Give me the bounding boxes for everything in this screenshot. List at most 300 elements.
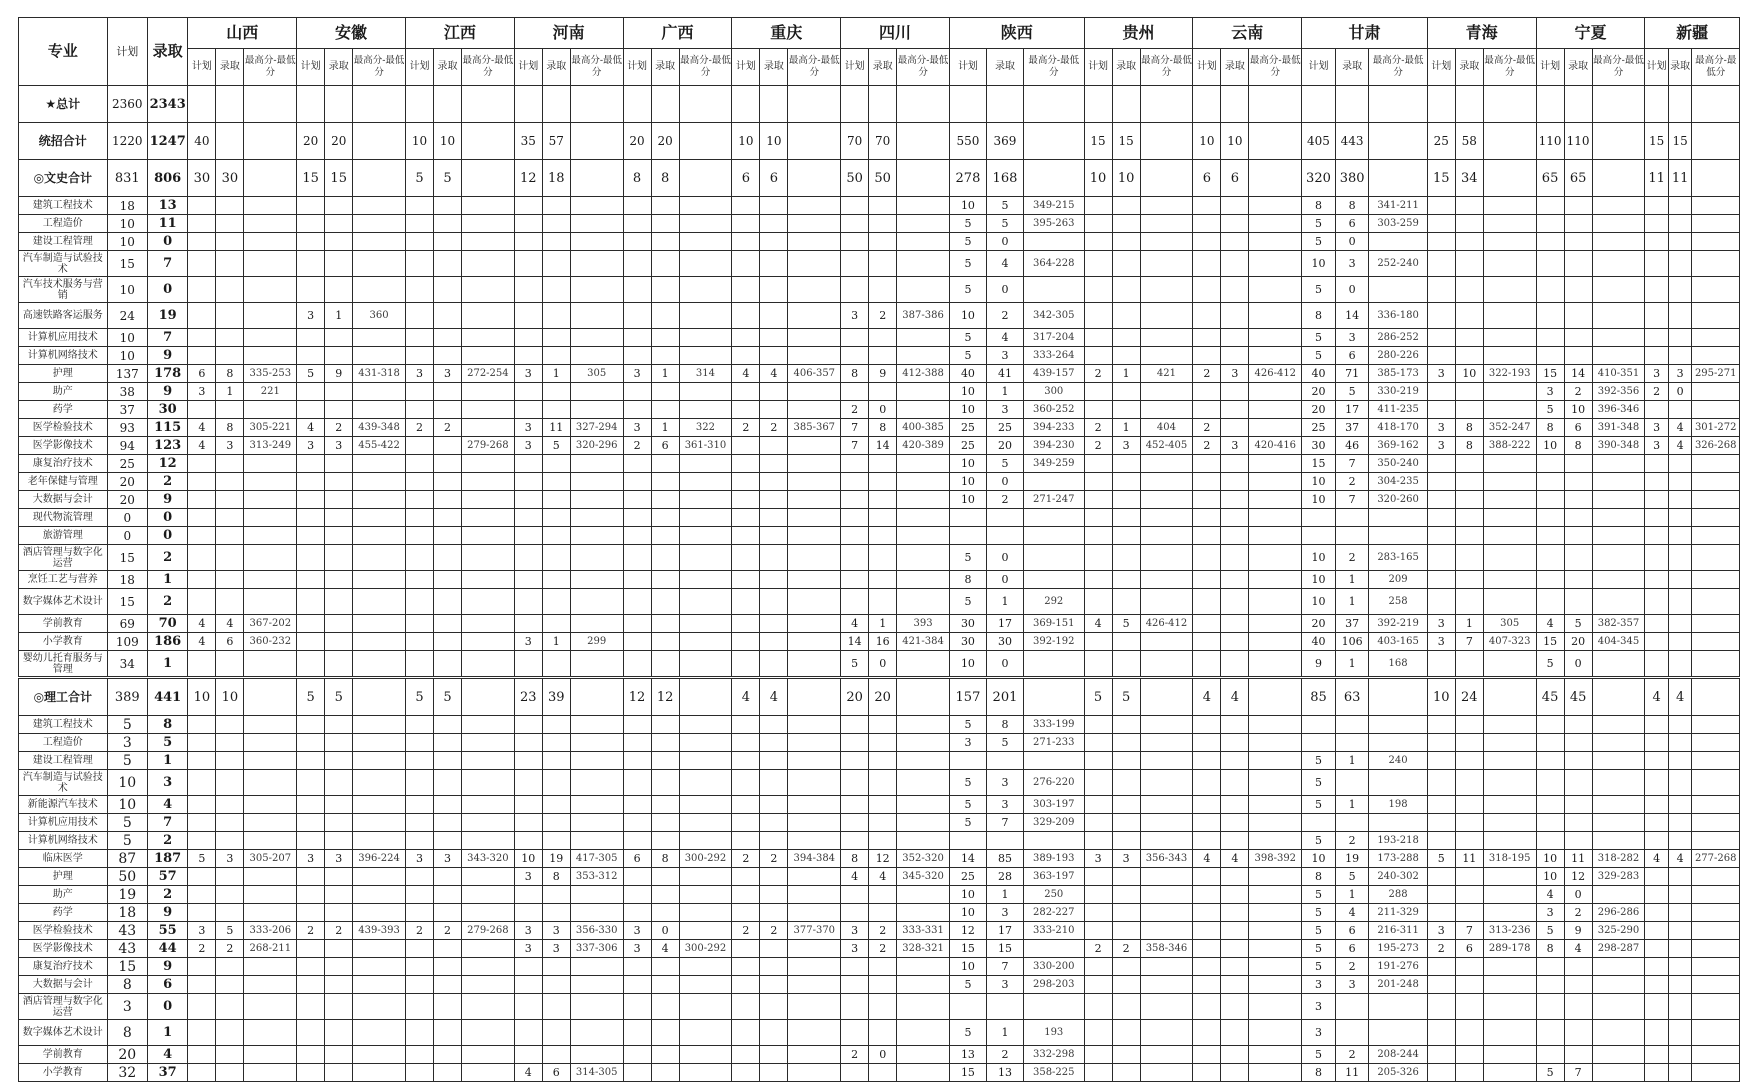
cell-plan <box>1645 571 1669 589</box>
cell-score-range <box>1249 814 1302 832</box>
cell-admit <box>760 86 788 123</box>
cell-plan <box>1193 473 1221 491</box>
cell-admit: 9 <box>1564 922 1592 940</box>
cell-score-range: 349-215 <box>1023 197 1084 215</box>
cell-plan: 15 <box>1302 455 1336 473</box>
cell-admit <box>325 716 353 734</box>
cell-score-range <box>1692 527 1740 545</box>
cell-score-range: 271-233 <box>1023 734 1084 752</box>
cell-admit: 2 <box>325 922 353 940</box>
cell-admit <box>651 215 679 233</box>
cell-plan: 10 <box>1536 868 1564 886</box>
cell-plan <box>514 716 542 734</box>
cell-admit <box>1112 868 1140 886</box>
cell-plan: 30 <box>949 633 986 651</box>
cell-plan: 5 <box>1302 277 1336 303</box>
cell-plan <box>841 251 869 277</box>
cell-plan <box>732 473 760 491</box>
cell-score-range <box>244 277 297 303</box>
section-plan: 389 <box>107 678 147 716</box>
cell-score-range: 352-247 <box>1483 419 1536 437</box>
cell-score-range <box>897 233 950 251</box>
sub-admit-header: 录取 <box>986 49 1023 86</box>
cell-plan <box>514 886 542 904</box>
cell-score-range <box>1692 589 1740 615</box>
cell-plan: 20 <box>623 123 651 160</box>
major-admit: 2 <box>147 545 187 571</box>
cell-admit <box>433 716 461 734</box>
cell-admit: 8 <box>869 419 897 437</box>
cell-admit <box>325 868 353 886</box>
cell-plan: 12 <box>514 160 542 197</box>
cell-admit: 0 <box>986 571 1023 589</box>
cell-score-range <box>1692 347 1740 365</box>
cell-plan: 5 <box>1302 886 1336 904</box>
admission-table <box>18 17 1740 1082</box>
cell-admit <box>1564 545 1592 571</box>
cell-plan <box>1193 976 1221 994</box>
major-admit: 37 <box>147 1064 187 1082</box>
cell-score-range: 439-157 <box>1023 365 1084 383</box>
cell-admit <box>325 734 353 752</box>
cell-plan: 5 <box>1536 651 1564 678</box>
cell-plan <box>405 329 433 347</box>
major-name: 建设工程管理 <box>19 233 108 251</box>
cell-plan <box>732 832 760 850</box>
cell-plan <box>514 770 542 796</box>
cell-admit: 1 <box>542 365 570 383</box>
cell-score-range: 356-330 <box>570 922 623 940</box>
cell-score-range <box>1249 940 1302 958</box>
major-plan: 18 <box>107 571 147 589</box>
cell-score-range <box>1140 832 1193 850</box>
cell-plan: 20 <box>1302 615 1336 633</box>
cell-score-range <box>788 86 841 123</box>
cell-admit <box>760 491 788 509</box>
cell-score-range <box>1249 589 1302 615</box>
cell-score-range <box>353 589 406 615</box>
cell-plan <box>1536 752 1564 770</box>
cell-admit: 1 <box>1112 419 1140 437</box>
cell-score-range <box>679 545 732 571</box>
cell-admit: 4 <box>986 329 1023 347</box>
cell-admit: 3 <box>1335 976 1369 994</box>
cell-score-range: 250 <box>1023 886 1084 904</box>
cell-score-range <box>1692 922 1740 940</box>
major-plan: 3 <box>107 994 147 1020</box>
major-name: 医学检验技术 <box>19 419 108 437</box>
cell-admit <box>1668 347 1692 365</box>
cell-admit <box>1112 233 1140 251</box>
cell-admit <box>651 1020 679 1046</box>
major-admit: 115 <box>147 419 187 437</box>
cell-plan <box>514 383 542 401</box>
cell-plan <box>1427 770 1455 796</box>
cell-admit <box>325 976 353 994</box>
cell-score-range <box>897 160 950 197</box>
cell-admit <box>542 832 570 850</box>
cell-score-range <box>1592 303 1645 329</box>
cell-score-range <box>1140 329 1193 347</box>
cell-plan <box>1084 651 1112 678</box>
cell-plan: 320 <box>1302 160 1336 197</box>
cell-plan <box>1084 589 1112 615</box>
cell-admit <box>1564 814 1592 832</box>
cell-plan <box>841 455 869 473</box>
cell-admit <box>1221 455 1249 473</box>
cell-plan <box>405 958 433 976</box>
cell-score-range: 337-306 <box>570 940 623 958</box>
cell-plan: 65 <box>1536 160 1564 197</box>
cell-plan: 3 <box>1302 976 1336 994</box>
cell-score-range <box>1249 796 1302 814</box>
cell-score-range: 303-197 <box>1023 796 1084 814</box>
cell-admit: 3 <box>986 976 1023 994</box>
cell-plan: 5 <box>1302 832 1336 850</box>
cell-plan: 4 <box>1193 678 1221 716</box>
major-admit: 0 <box>147 509 187 527</box>
cell-admit <box>433 1046 461 1064</box>
cell-plan <box>1645 994 1669 1020</box>
cell-plan: 30 <box>1302 437 1336 455</box>
cell-score-range <box>897 383 950 401</box>
cell-score-range <box>570 678 623 716</box>
section-admit: 806 <box>147 160 187 197</box>
cell-admit <box>1112 571 1140 589</box>
cell-score-range <box>1483 678 1536 716</box>
cell-score-range <box>353 651 406 678</box>
cell-score-range <box>1592 716 1645 734</box>
cell-score-range <box>570 615 623 633</box>
cell-admit: 3 <box>986 401 1023 419</box>
cell-score-range: 173-288 <box>1369 850 1427 868</box>
cell-plan: 5 <box>1427 850 1455 868</box>
cell-score-range: 398-392 <box>1249 850 1302 868</box>
cell-admit <box>1221 814 1249 832</box>
cell-admit <box>760 215 788 233</box>
cell-score-range <box>244 401 297 419</box>
cell-plan: 25 <box>949 437 986 455</box>
cell-admit <box>1335 716 1369 734</box>
cell-plan <box>1645 832 1669 850</box>
cell-admit <box>1221 251 1249 277</box>
cell-score-range <box>1483 329 1536 347</box>
cell-admit: 58 <box>1455 123 1483 160</box>
cell-plan <box>841 527 869 545</box>
cell-admit <box>1455 401 1483 419</box>
cell-plan <box>1084 922 1112 940</box>
cell-plan: 3 <box>841 303 869 329</box>
cell-admit <box>542 886 570 904</box>
cell-admit <box>1564 251 1592 277</box>
cell-admit <box>869 832 897 850</box>
cell-admit: 16 <box>869 633 897 651</box>
cell-score-range <box>1483 303 1536 329</box>
cell-score-range <box>353 329 406 347</box>
cell-plan: 3 <box>1084 850 1112 868</box>
cell-plan <box>841 796 869 814</box>
cell-admit <box>216 473 244 491</box>
cell-plan: 2 <box>405 922 433 940</box>
cell-plan: 40 <box>949 365 986 383</box>
cell-score-range <box>1023 160 1084 197</box>
cell-plan <box>1427 401 1455 419</box>
cell-admit <box>325 589 353 615</box>
cell-plan <box>188 251 216 277</box>
cell-score-range <box>897 752 950 770</box>
cell-plan <box>841 770 869 796</box>
cell-admit <box>1455 383 1483 401</box>
sub-admit-header: 录取 <box>1668 49 1692 86</box>
cell-admit <box>433 527 461 545</box>
cell-score-range <box>1140 455 1193 473</box>
cell-score-range <box>1483 976 1536 994</box>
cell-score-range <box>570 814 623 832</box>
cell-admit: 1 <box>1335 651 1369 678</box>
major-row <box>19 994 1740 1020</box>
cell-score-range <box>1592 814 1645 832</box>
cell-admit <box>542 473 570 491</box>
major-row <box>19 329 1740 347</box>
cell-plan <box>514 976 542 994</box>
cell-admit <box>1455 277 1483 303</box>
cell-plan <box>1193 904 1221 922</box>
cell-plan <box>1645 401 1669 419</box>
cell-admit <box>433 329 461 347</box>
cell-score-range <box>679 1064 732 1082</box>
major-admit: 0 <box>147 527 187 545</box>
cell-plan <box>188 233 216 251</box>
cell-plan <box>1645 922 1669 940</box>
major-row <box>19 734 1740 752</box>
cell-score-range <box>1592 1020 1645 1046</box>
cell-score-range: 390-348 <box>1592 437 1645 455</box>
province-header: 重庆 <box>732 18 841 49</box>
cell-plan <box>297 994 325 1020</box>
cell-plan <box>514 796 542 814</box>
cell-admit: 0 <box>869 651 897 678</box>
cell-score-range: 201-248 <box>1369 976 1427 994</box>
cell-admit <box>651 886 679 904</box>
cell-score-range: 341-211 <box>1369 197 1427 215</box>
cell-admit <box>325 233 353 251</box>
cell-score-range <box>1592 473 1645 491</box>
cell-admit: 0 <box>651 922 679 940</box>
cell-score-range <box>1592 958 1645 976</box>
cell-score-range <box>1692 251 1740 277</box>
cell-admit <box>1221 633 1249 651</box>
cell-plan: 550 <box>949 123 986 160</box>
cell-score-range: 320-260 <box>1369 491 1427 509</box>
cell-score-range <box>897 509 950 527</box>
cell-admit: 0 <box>986 277 1023 303</box>
cell-admit <box>1455 589 1483 615</box>
province-header: 云南 <box>1193 18 1302 49</box>
cell-admit: 0 <box>1564 886 1592 904</box>
cell-score-range <box>1483 545 1536 571</box>
cell-score-range: 358-346 <box>1140 940 1193 958</box>
cell-plan <box>1193 716 1221 734</box>
major-name: 数字媒体艺术设计 <box>19 589 108 615</box>
cell-score-range <box>1692 303 1740 329</box>
cell-plan: 5 <box>405 160 433 197</box>
cell-admit <box>216 716 244 734</box>
cell-admit <box>1668 1046 1692 1064</box>
cell-score-range <box>679 958 732 976</box>
cell-score-range <box>1592 545 1645 571</box>
cell-plan <box>623 615 651 633</box>
cell-plan: 8 <box>623 160 651 197</box>
cell-plan: 14 <box>949 850 986 868</box>
cell-admit <box>1335 814 1369 832</box>
cell-plan <box>1084 233 1112 251</box>
cell-plan: 10 <box>949 886 986 904</box>
cell-plan <box>405 976 433 994</box>
cell-score-range <box>1692 886 1740 904</box>
cell-plan <box>297 904 325 922</box>
cell-plan: 5 <box>949 251 986 277</box>
major-plan: 8 <box>107 976 147 994</box>
cell-score-range: 252-240 <box>1369 251 1427 277</box>
cell-score-range <box>244 123 297 160</box>
cell-plan <box>1427 958 1455 976</box>
cell-score-range <box>1249 491 1302 509</box>
cell-admit: 1 <box>542 633 570 651</box>
cell-plan <box>1536 347 1564 365</box>
cell-score-range <box>244 329 297 347</box>
cell-admit <box>760 509 788 527</box>
cell-score-range <box>462 419 515 437</box>
cell-admit <box>325 86 353 123</box>
cell-admit: 4 <box>1668 419 1692 437</box>
cell-admit: 6 <box>1221 160 1249 197</box>
cell-score-range: 299 <box>570 633 623 651</box>
cell-plan <box>841 329 869 347</box>
cell-score-range <box>1249 651 1302 678</box>
cell-score-range <box>1140 633 1193 651</box>
cell-score-range <box>1249 160 1302 197</box>
cell-plan <box>1084 473 1112 491</box>
cell-score-range <box>788 832 841 850</box>
cell-admit <box>651 197 679 215</box>
cell-admit <box>1668 814 1692 832</box>
cell-admit: 1 <box>1335 796 1369 814</box>
cell-plan: 6 <box>732 160 760 197</box>
cell-score-range <box>1592 734 1645 752</box>
cell-score-range: 292 <box>1023 589 1084 615</box>
cell-admit <box>1221 527 1249 545</box>
major-admit: 0 <box>147 994 187 1020</box>
cell-score-range <box>1023 123 1084 160</box>
cell-admit <box>651 491 679 509</box>
cell-score-range <box>897 86 950 123</box>
cell-admit: 369 <box>986 123 1023 160</box>
cell-score-range: 394-233 <box>1023 419 1084 437</box>
cell-score-range <box>353 752 406 770</box>
cell-score-range <box>1483 814 1536 832</box>
cell-admit: 8 <box>1455 419 1483 437</box>
cell-plan: 2 <box>732 419 760 437</box>
sub-admit-header: 录取 <box>325 49 353 86</box>
cell-admit <box>760 976 788 994</box>
cell-score-range: 221 <box>244 383 297 401</box>
cell-admit <box>325 651 353 678</box>
cell-score-range <box>1483 527 1536 545</box>
cell-admit: 17 <box>986 615 1023 633</box>
cell-admit: 41 <box>986 365 1023 383</box>
cell-admit <box>1221 615 1249 633</box>
cell-plan <box>623 752 651 770</box>
cell-plan <box>297 197 325 215</box>
cell-plan <box>297 251 325 277</box>
cell-plan: 30 <box>949 615 986 633</box>
cell-admit <box>1112 922 1140 940</box>
cell-plan: 2 <box>623 437 651 455</box>
row-plan: 2360 <box>107 86 147 123</box>
cell-admit <box>651 904 679 922</box>
cell-plan: 3 <box>405 365 433 383</box>
cell-admit: 1 <box>986 383 1023 401</box>
cell-admit <box>869 770 897 796</box>
major-plan: 10 <box>107 770 147 796</box>
cell-admit <box>1668 958 1692 976</box>
cell-score-range: 209 <box>1369 571 1427 589</box>
cell-plan <box>1193 347 1221 365</box>
cell-admit <box>1668 868 1692 886</box>
cell-admit <box>1455 1020 1483 1046</box>
major-plan: 87 <box>107 850 147 868</box>
cell-score-range <box>1692 571 1740 589</box>
cell-score-range <box>788 868 841 886</box>
cell-admit: 1 <box>1335 886 1369 904</box>
sub-range-header: 最高分-最低分 <box>1369 49 1427 86</box>
cell-score-range: 332-298 <box>1023 1046 1084 1064</box>
cell-plan <box>514 233 542 251</box>
cell-score-range <box>462 473 515 491</box>
major-name: 现代物流管理 <box>19 509 108 527</box>
cell-admit <box>325 277 353 303</box>
cell-score-range <box>897 1046 950 1064</box>
major-row <box>19 796 1740 814</box>
cell-admit <box>216 734 244 752</box>
section-title: ◎理工合计 <box>19 678 108 716</box>
cell-score-range <box>1692 958 1740 976</box>
cell-admit <box>651 796 679 814</box>
cell-admit <box>986 994 1023 1020</box>
cell-plan <box>1084 329 1112 347</box>
major-name: 酒店管理与数字化运营 <box>19 994 108 1020</box>
cell-plan <box>623 571 651 589</box>
cell-score-range <box>1592 1046 1645 1064</box>
cell-plan <box>841 994 869 1020</box>
cell-plan <box>514 545 542 571</box>
cell-admit <box>869 904 897 922</box>
cell-admit <box>1668 329 1692 347</box>
cell-plan <box>297 1064 325 1082</box>
cell-score-range <box>353 383 406 401</box>
cell-admit: 1 <box>651 419 679 437</box>
cell-plan <box>1084 958 1112 976</box>
cell-admit <box>216 770 244 796</box>
cell-admit <box>216 589 244 615</box>
cell-plan <box>514 734 542 752</box>
cell-score-range <box>1023 233 1084 251</box>
cell-admit: 3 <box>433 365 461 383</box>
cell-admit: 25 <box>986 419 1023 437</box>
cell-score-range <box>1140 976 1193 994</box>
cell-admit <box>869 86 897 123</box>
cell-plan <box>1084 886 1112 904</box>
